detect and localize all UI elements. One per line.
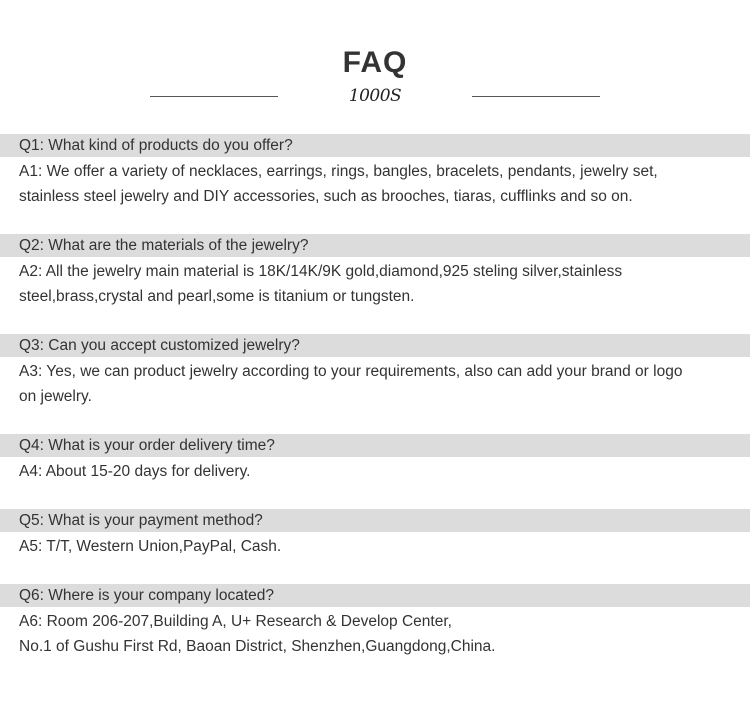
answer-line: steel,brass,crystal and pearl,some is titanium or tungsten. [19, 288, 415, 305]
answer-text [19, 459, 734, 484]
question-text: Q4: What is your order delivery time? [19, 437, 275, 454]
answer-line: A3: Yes, we can product jewelry according to your requirements, also can add your brand or logo [19, 363, 683, 380]
answer-line: stainless steel jewelry and DIY accessories, such as brooches, tiaras, cufflinks and so on. [19, 188, 633, 205]
question-text: Q6: Where is your company located? [19, 587, 275, 604]
question-text: Q3: Can you accept customized jewelry? [19, 337, 300, 354]
brand-logo: 1000S [348, 86, 402, 106]
faq-header [0, 0, 750, 120]
answer-line: on jewelry. [19, 388, 92, 405]
question-text: Q2: What are the materials of the jewelry? [19, 237, 309, 254]
question-text: Q1: What kind of products do you offer? [19, 137, 293, 154]
answer-line: A2: All the jewelry main material is 18K/14K/9K gold,diamond,925 steling silver,stainless [19, 263, 623, 280]
page-title: FAQ [342, 46, 408, 79]
answer-line: A1: We offer a variety of necklaces, earrings, rings, bangles, bracelets, pendants, jewelry set, [19, 163, 658, 180]
answer-text [19, 609, 734, 659]
answer-line: A4: About 15-20 days for delivery. [19, 463, 251, 480]
answer-text [19, 534, 734, 559]
answer-line: A6: Room 206-207,Building A, U+ Research & Develop Center, [19, 613, 452, 630]
answer-text [19, 259, 734, 309]
answer-line: No.1 of Gushu First Rd, Baoan District, Shenzhen,Guangdong,China. [19, 638, 496, 655]
answer-text [19, 359, 734, 409]
answer-line: A5: T/T, Western Union,PayPal, Cash. [19, 538, 282, 555]
question-text: Q5: What is your payment method? [19, 512, 263, 529]
divider-right [472, 96, 600, 97]
answer-text [19, 159, 734, 209]
